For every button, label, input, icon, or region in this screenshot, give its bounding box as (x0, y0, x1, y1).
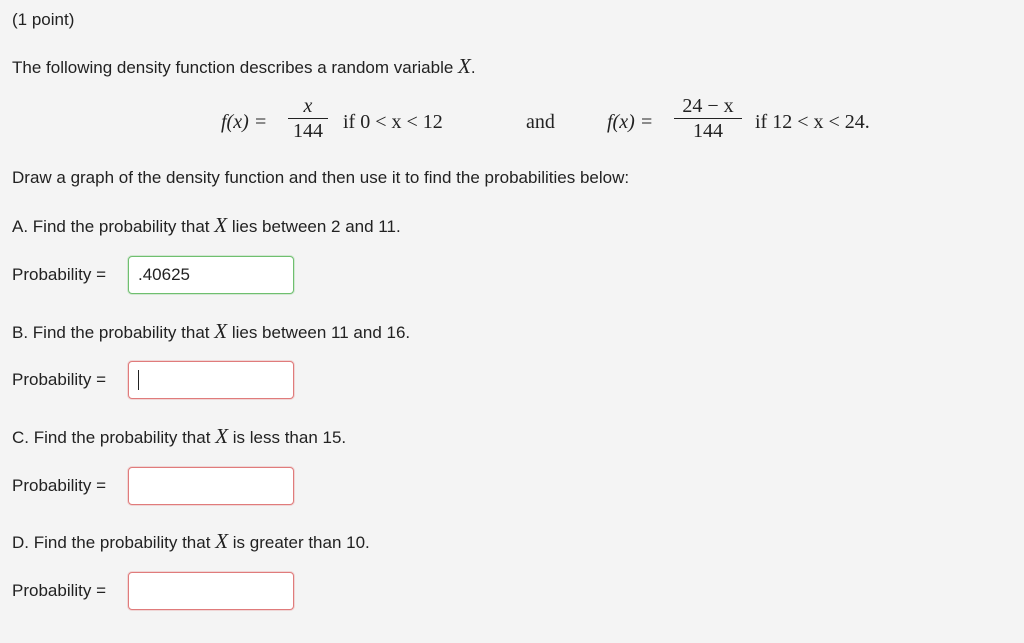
probability-b-label: Probability = (12, 370, 107, 389)
formula1-numerator: x (303, 95, 313, 117)
question-a-suffix: lies between 2 and 11. (231, 217, 401, 236)
probability-c-input[interactable] (128, 467, 294, 505)
intro-variable: X (458, 54, 471, 78)
formula1-condition: if 0 < x < 12 (343, 111, 443, 133)
question-d (12, 529, 370, 554)
intro-text: The following density function describes a random variable (12, 58, 454, 77)
question-b (12, 319, 410, 344)
formula2-fraction (674, 95, 742, 142)
question-a-prefix: A. Find the probability that (12, 217, 210, 236)
intro-end: . (470, 58, 476, 77)
probability-a-label: Probability = (12, 265, 107, 284)
question-d-suffix: is greater than 10. (232, 533, 370, 552)
question-a (12, 213, 401, 238)
probability-a-value: .40625 (138, 265, 190, 284)
formula2-lhs: f(x) = (607, 111, 654, 133)
formula2-denominator: 144 (693, 120, 723, 142)
formula2-numerator: 24 − x (682, 95, 734, 117)
points-label: (1 point) (12, 10, 75, 29)
question-b-prefix: B. Find the probability that (12, 323, 210, 342)
question-b-variable: X (214, 319, 228, 343)
question-c-prefix: C. Find the probability that (12, 428, 211, 447)
formula2-condition: if 12 < x < 24. (755, 111, 870, 133)
question-b-suffix: lies between 11 and 16. (231, 323, 411, 342)
probability-d-label: Probability = (12, 581, 107, 600)
formula1-denominator: 144 (293, 120, 323, 142)
question-c-variable: X (215, 424, 229, 448)
probability-a-input[interactable] (128, 256, 294, 294)
formula1-fraction (288, 95, 328, 142)
probability-c-label: Probability = (12, 476, 107, 495)
formula-and: and (526, 111, 555, 133)
problem-intro (12, 54, 476, 79)
question-c-suffix: is less than 15. (232, 428, 347, 447)
probability-d-input[interactable] (128, 572, 294, 610)
formula1-lhs: f(x) = (221, 111, 268, 133)
instruction-text: Draw a graph of the density function and then use it to find the probabilities below: (12, 168, 630, 187)
probability-b-input[interactable] (128, 361, 294, 399)
question-c (12, 424, 346, 449)
text-caret (138, 370, 139, 390)
question-d-prefix: D. Find the probability that (12, 533, 211, 552)
question-a-variable: X (214, 213, 228, 237)
question-d-variable: X (215, 529, 229, 553)
